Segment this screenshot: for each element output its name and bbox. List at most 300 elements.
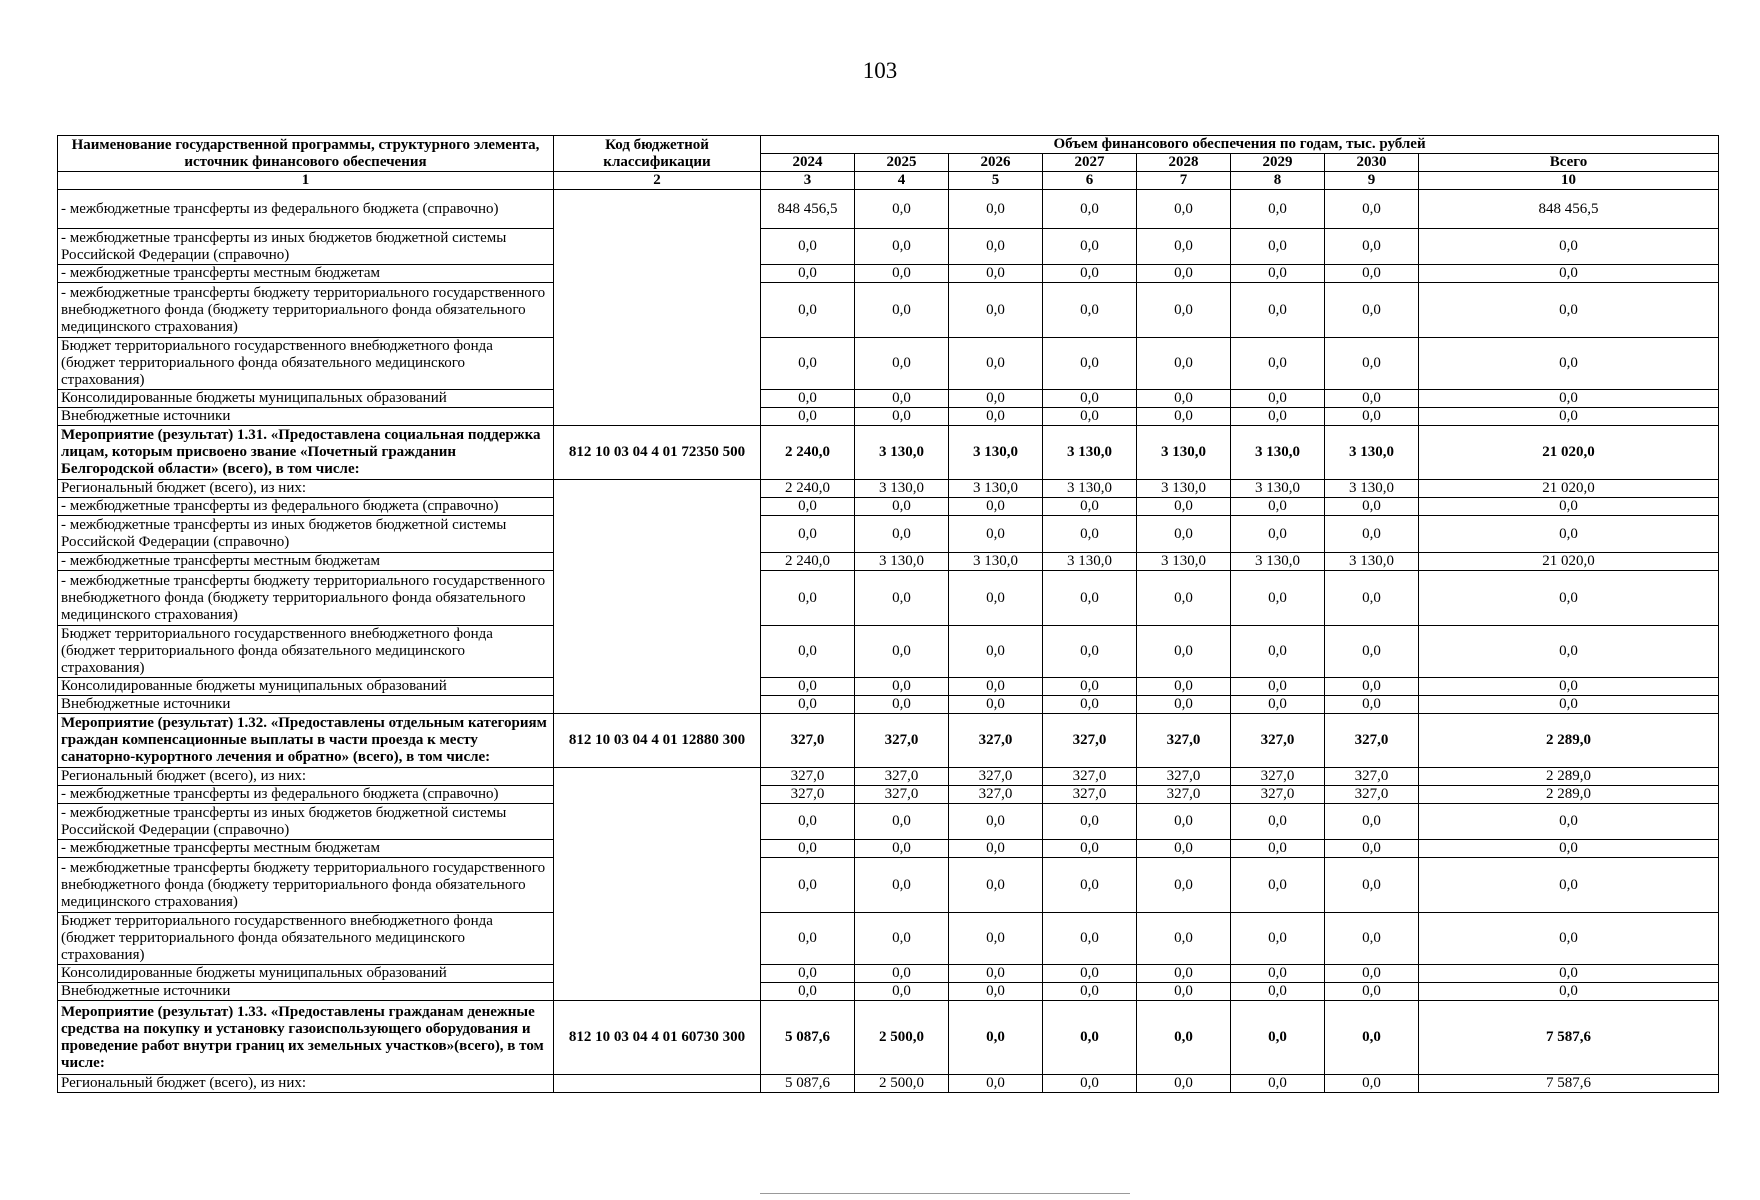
value-cell: 3 130,0: [949, 480, 1043, 498]
column-index: 10: [1419, 172, 1719, 190]
value-total: 0,0: [1419, 678, 1719, 696]
value-cell: 0,0: [949, 338, 1043, 390]
value-cell: 327,0: [949, 714, 1043, 768]
value-cell: 0,0: [949, 983, 1043, 1001]
value-cell: 0,0: [949, 965, 1043, 983]
value-cell: 0,0: [1043, 190, 1137, 229]
value-cell: 0,0: [1043, 283, 1137, 338]
value-cell: 0,0: [1137, 516, 1231, 553]
value-cell: 0,0: [761, 983, 855, 1001]
value-cell: 0,0: [855, 408, 949, 426]
value-cell: 0,0: [761, 516, 855, 553]
value-cell: 0,0: [1231, 1075, 1325, 1093]
value-cell: 0,0: [949, 390, 1043, 408]
value-cell: 327,0: [949, 768, 1043, 786]
column-index: 7: [1137, 172, 1231, 190]
value-cell: 0,0: [1137, 408, 1231, 426]
value-cell: 0,0: [1325, 626, 1419, 678]
table-row: [58, 229, 1719, 265]
value-total: 0,0: [1419, 696, 1719, 714]
column-index: 8: [1231, 172, 1325, 190]
value-cell: 0,0: [1137, 390, 1231, 408]
header-name: Наименование государственной программы, структурного элемента, источник финансового обеспечения: [58, 136, 554, 172]
value-cell: 0,0: [1325, 283, 1419, 338]
value-cell: 327,0: [761, 714, 855, 768]
value-cell: 0,0: [1043, 678, 1137, 696]
value-total: 848 456,5: [1419, 190, 1719, 229]
value-total: 0,0: [1419, 571, 1719, 626]
value-total: 0,0: [1419, 408, 1719, 426]
value-cell: 0,0: [1231, 804, 1325, 840]
value-cell: 0,0: [855, 390, 949, 408]
value-cell: 0,0: [1325, 678, 1419, 696]
value-cell: 0,0: [1137, 338, 1231, 390]
value-cell: 0,0: [949, 408, 1043, 426]
value-cell: 3 130,0: [1137, 480, 1231, 498]
table-row: [58, 480, 1719, 498]
value-cell: 327,0: [855, 714, 949, 768]
table-body: [58, 190, 1719, 1093]
table-row: [58, 840, 1719, 858]
value-cell: 0,0: [855, 858, 949, 913]
table-row: [58, 714, 1719, 768]
table-row: [58, 390, 1719, 408]
value-cell: 0,0: [1137, 804, 1231, 840]
value-cell: 0,0: [761, 498, 855, 516]
header-volume: Объем финансового обеспечения по годам, тыс. рублей: [761, 136, 1719, 154]
value-cell: 0,0: [761, 390, 855, 408]
value-cell: 2 240,0: [761, 553, 855, 571]
row-name: - межбюджетные трансферты бюджету территориального государственного внебюджетного фонда (бюджету территориального фонда обязательного медицинского страхования): [58, 283, 554, 338]
value-cell: 0,0: [1231, 696, 1325, 714]
value-cell: 3 130,0: [1231, 553, 1325, 571]
value-cell: 0,0: [761, 804, 855, 840]
column-index: 6: [1043, 172, 1137, 190]
value-cell: 0,0: [1043, 804, 1137, 840]
value-cell: 327,0: [1325, 714, 1419, 768]
value-cell: 0,0: [1137, 678, 1231, 696]
value-cell: 0,0: [1325, 804, 1419, 840]
value-cell: 327,0: [855, 786, 949, 804]
value-cell: 0,0: [761, 840, 855, 858]
value-cell: 327,0: [1137, 786, 1231, 804]
value-total: 0,0: [1419, 840, 1719, 858]
value-cell: 0,0: [1325, 190, 1419, 229]
value-cell: 3 130,0: [949, 553, 1043, 571]
value-cell: 0,0: [855, 571, 949, 626]
value-total: 0,0: [1419, 265, 1719, 283]
value-cell: 3 130,0: [855, 426, 949, 480]
value-cell: 0,0: [1043, 626, 1137, 678]
row-name: - межбюджетные трансферты местным бюджетам: [58, 265, 554, 283]
column-index: 1: [58, 172, 554, 190]
value-cell: 0,0: [1043, 983, 1137, 1001]
header-year: 2029: [1231, 154, 1325, 172]
header-year: 2027: [1043, 154, 1137, 172]
value-cell: 0,0: [1137, 696, 1231, 714]
value-cell: 0,0: [761, 913, 855, 965]
row-name: Бюджет территориального государственного внебюджетного фонда (бюджет территориального фонда обязательного медицинского страхования): [58, 338, 554, 390]
value-cell: 2 240,0: [761, 426, 855, 480]
value-cell: 327,0: [1043, 786, 1137, 804]
value-cell: 0,0: [1043, 858, 1137, 913]
value-cell: 0,0: [949, 190, 1043, 229]
row-name: - межбюджетные трансферты из иных бюджетов бюджетной системы Российской Федерации (справочно): [58, 516, 554, 553]
column-index: 9: [1325, 172, 1419, 190]
value-cell: 0,0: [1043, 516, 1137, 553]
value-cell: 0,0: [1043, 1001, 1137, 1075]
value-cell: 327,0: [1231, 768, 1325, 786]
value-cell: 0,0: [1043, 265, 1137, 283]
table-row: [58, 190, 1719, 229]
value-cell: 3 130,0: [1043, 426, 1137, 480]
value-cell: 0,0: [1137, 965, 1231, 983]
value-cell: 0,0: [1231, 840, 1325, 858]
value-cell: 327,0: [949, 786, 1043, 804]
value-total: 0,0: [1419, 965, 1719, 983]
value-cell: 0,0: [949, 804, 1043, 840]
value-cell: 0,0: [1043, 913, 1137, 965]
value-cell: 0,0: [1137, 265, 1231, 283]
value-cell: 0,0: [1325, 338, 1419, 390]
value-cell: 0,0: [949, 283, 1043, 338]
value-cell: 327,0: [1325, 768, 1419, 786]
value-total: 2 289,0: [1419, 714, 1719, 768]
value-cell: 0,0: [1137, 283, 1231, 338]
value-total: 0,0: [1419, 390, 1719, 408]
footer-divider: [760, 1193, 1130, 1194]
row-name: Мероприятие (результат) 1.33. «Предоставлены гражданам денежные средства на покупку и установку газоиспользующего оборудования и проведение работ внутри границ их земельных участков»(всего), в том числе:: [58, 1001, 554, 1075]
value-cell: 327,0: [761, 786, 855, 804]
value-cell: 0,0: [1231, 283, 1325, 338]
value-cell: 0,0: [1325, 913, 1419, 965]
value-cell: 0,0: [1137, 858, 1231, 913]
value-cell: 0,0: [855, 840, 949, 858]
table-row: [58, 768, 1719, 786]
value-cell: 327,0: [855, 768, 949, 786]
row-name: - межбюджетные трансферты бюджету территориального государственного внебюджетного фонда (бюджету территориального фонда обязательного медицинского страхования): [58, 858, 554, 913]
row-name: Мероприятие (результат) 1.31. «Предоставлена социальная поддержка лицам, которым присвоено звание «Почетный гражданин Белгородской области» (всего), в том числе:: [58, 426, 554, 480]
value-cell: 0,0: [1231, 983, 1325, 1001]
value-total: 2 289,0: [1419, 768, 1719, 786]
value-cell: 0,0: [1231, 965, 1325, 983]
value-cell: 2 240,0: [761, 480, 855, 498]
value-cell: 0,0: [1231, 265, 1325, 283]
column-index: 5: [949, 172, 1043, 190]
value-cell: 0,0: [1231, 390, 1325, 408]
value-cell: 0,0: [949, 265, 1043, 283]
row-name: - межбюджетные трансферты из федерального бюджета (справочно): [58, 190, 554, 229]
value-cell: 0,0: [1043, 498, 1137, 516]
value-total: 0,0: [1419, 858, 1719, 913]
table-row: [58, 983, 1719, 1001]
budget-code: 812 10 03 04 4 01 72350 500: [554, 426, 761, 480]
value-cell: 0,0: [1325, 265, 1419, 283]
value-cell: 3 130,0: [1231, 480, 1325, 498]
value-cell: 0,0: [1137, 1001, 1231, 1075]
value-cell: 0,0: [949, 678, 1043, 696]
value-cell: 0,0: [1325, 229, 1419, 265]
value-cell: 0,0: [1325, 1001, 1419, 1075]
value-total: 0,0: [1419, 983, 1719, 1001]
value-cell: 0,0: [855, 265, 949, 283]
header-year: 2030: [1325, 154, 1419, 172]
value-cell: 3 130,0: [949, 426, 1043, 480]
value-cell: 0,0: [949, 696, 1043, 714]
value-cell: 0,0: [1231, 571, 1325, 626]
value-cell: 0,0: [761, 626, 855, 678]
table-row: [58, 338, 1719, 390]
value-total: 21 020,0: [1419, 426, 1719, 480]
value-total: 7 587,6: [1419, 1075, 1719, 1093]
value-cell: 0,0: [1325, 840, 1419, 858]
header-year: 2026: [949, 154, 1043, 172]
column-index: 3: [761, 172, 855, 190]
value-cell: 0,0: [1231, 190, 1325, 229]
value-cell: 0,0: [855, 965, 949, 983]
table-row: [58, 498, 1719, 516]
value-cell: 0,0: [855, 229, 949, 265]
value-cell: 0,0: [1325, 571, 1419, 626]
row-name: Внебюджетные источники: [58, 696, 554, 714]
table-row: [58, 571, 1719, 626]
value-cell: 3 130,0: [1137, 426, 1231, 480]
value-cell: 0,0: [855, 283, 949, 338]
value-cell: 0,0: [761, 858, 855, 913]
row-name: - межбюджетные трансферты бюджету территориального государственного внебюджетного фонда (бюджету территориального фонда обязательного медицинского страхования): [58, 571, 554, 626]
value-cell: 0,0: [1231, 1001, 1325, 1075]
value-cell: 327,0: [1043, 768, 1137, 786]
column-index: 4: [855, 172, 949, 190]
value-cell: 0,0: [1325, 498, 1419, 516]
budget-code: [554, 480, 761, 714]
budget-code: 812 10 03 04 4 01 12880 300: [554, 714, 761, 768]
value-total: 0,0: [1419, 338, 1719, 390]
budget-code: [554, 1075, 761, 1093]
value-cell: 0,0: [949, 516, 1043, 553]
value-cell: 0,0: [1325, 408, 1419, 426]
value-cell: 3 130,0: [855, 553, 949, 571]
value-cell: 3 130,0: [1043, 553, 1137, 571]
budget-code: [554, 190, 761, 426]
row-name: Консолидированные бюджеты муниципальных образований: [58, 678, 554, 696]
value-cell: 0,0: [855, 696, 949, 714]
value-total: 0,0: [1419, 804, 1719, 840]
table-row: [58, 426, 1719, 480]
financing-table: [57, 135, 1719, 1093]
value-cell: 0,0: [855, 804, 949, 840]
value-cell: 0,0: [761, 678, 855, 696]
value-cell: 3 130,0: [1231, 426, 1325, 480]
value-cell: 0,0: [1043, 696, 1137, 714]
value-cell: 0,0: [1325, 1075, 1419, 1093]
value-cell: 0,0: [761, 571, 855, 626]
value-cell: 0,0: [1137, 571, 1231, 626]
value-total: 0,0: [1419, 283, 1719, 338]
value-cell: 3 130,0: [1325, 426, 1419, 480]
value-cell: 3 130,0: [1325, 553, 1419, 571]
header-total: Всего: [1419, 154, 1719, 172]
column-index: 2: [554, 172, 761, 190]
value-cell: 0,0: [855, 983, 949, 1001]
table-row: [58, 696, 1719, 714]
value-cell: 0,0: [1137, 229, 1231, 265]
row-name: Бюджет территориального государственного внебюджетного фонда (бюджет территориального фонда обязательного медицинского страхования): [58, 626, 554, 678]
value-cell: 0,0: [1137, 498, 1231, 516]
value-cell: 327,0: [1325, 786, 1419, 804]
table-row: [58, 516, 1719, 553]
row-name: Консолидированные бюджеты муниципальных образований: [58, 390, 554, 408]
table-row: [58, 858, 1719, 913]
value-cell: 0,0: [1043, 965, 1137, 983]
table-row: [58, 283, 1719, 338]
value-cell: 0,0: [761, 408, 855, 426]
row-name: Мероприятие (результат) 1.32. «Предоставлены отдельным категориям граждан компенсационные выплаты в части проезда к месту санаторно-курортного лечения и обратно» (всего), в том числе:: [58, 714, 554, 768]
row-name: - межбюджетные трансферты из федерального бюджета (справочно): [58, 786, 554, 804]
value-cell: 2 500,0: [855, 1001, 949, 1075]
value-cell: 0,0: [1325, 516, 1419, 553]
row-name: Консолидированные бюджеты муниципальных образований: [58, 965, 554, 983]
value-cell: 0,0: [761, 229, 855, 265]
value-total: 2 289,0: [1419, 786, 1719, 804]
value-cell: 0,0: [1231, 678, 1325, 696]
row-name: - межбюджетные трансферты из федерального бюджета (справочно): [58, 498, 554, 516]
row-name: Внебюджетные источники: [58, 983, 554, 1001]
value-cell: 0,0: [761, 696, 855, 714]
value-cell: 0,0: [1043, 571, 1137, 626]
table-row: [58, 265, 1719, 283]
value-cell: 327,0: [1231, 786, 1325, 804]
row-name: - межбюджетные трансферты местным бюджетам: [58, 840, 554, 858]
value-cell: 0,0: [1137, 1075, 1231, 1093]
row-name: - межбюджетные трансферты местным бюджетам: [58, 553, 554, 571]
row-name: - межбюджетные трансферты из иных бюджетов бюджетной системы Российской Федерации (справочно): [58, 229, 554, 265]
value-cell: 0,0: [1043, 390, 1137, 408]
budget-code: 812 10 03 04 4 01 60730 300: [554, 1001, 761, 1075]
table-row: [58, 553, 1719, 571]
table-row: [58, 408, 1719, 426]
value-cell: 5 087,6: [761, 1001, 855, 1075]
value-cell: 0,0: [855, 498, 949, 516]
header-year: 2025: [855, 154, 949, 172]
value-cell: 0,0: [1325, 965, 1419, 983]
value-cell: 0,0: [1231, 338, 1325, 390]
value-cell: 3 130,0: [1325, 480, 1419, 498]
value-cell: 0,0: [949, 1075, 1043, 1093]
value-cell: 848 456,5: [761, 190, 855, 229]
value-cell: 0,0: [1325, 696, 1419, 714]
value-cell: 0,0: [1043, 408, 1137, 426]
value-cell: 0,0: [1231, 858, 1325, 913]
value-cell: 0,0: [1043, 840, 1137, 858]
value-cell: 3 130,0: [855, 480, 949, 498]
value-total: 0,0: [1419, 516, 1719, 553]
value-cell: 0,0: [949, 858, 1043, 913]
row-name: Внебюджетные источники: [58, 408, 554, 426]
value-cell: 0,0: [949, 1001, 1043, 1075]
value-cell: 0,0: [949, 913, 1043, 965]
table-row: [58, 786, 1719, 804]
table-row: [58, 1001, 1719, 1075]
value-cell: 0,0: [855, 516, 949, 553]
value-cell: 0,0: [949, 498, 1043, 516]
value-cell: 0,0: [1325, 858, 1419, 913]
header-year: 2028: [1137, 154, 1231, 172]
value-cell: 5 087,6: [761, 1075, 855, 1093]
value-cell: 0,0: [855, 338, 949, 390]
table-row: [58, 626, 1719, 678]
value-cell: 0,0: [1231, 626, 1325, 678]
header-year: 2024: [761, 154, 855, 172]
value-cell: 0,0: [1043, 338, 1137, 390]
value-cell: 0,0: [949, 571, 1043, 626]
value-cell: 0,0: [1231, 408, 1325, 426]
value-cell: 0,0: [949, 840, 1043, 858]
value-cell: 3 130,0: [1043, 480, 1137, 498]
value-cell: 0,0: [855, 913, 949, 965]
value-cell: 0,0: [1231, 516, 1325, 553]
budget-code: [554, 768, 761, 1001]
value-cell: 0,0: [761, 338, 855, 390]
value-cell: 0,0: [761, 283, 855, 338]
value-cell: 0,0: [855, 678, 949, 696]
table-row: [58, 965, 1719, 983]
row-name: Региональный бюджет (всего), из них:: [58, 768, 554, 786]
value-total: 21 020,0: [1419, 480, 1719, 498]
row-name: Региональный бюджет (всего), из них:: [58, 480, 554, 498]
value-cell: 0,0: [949, 626, 1043, 678]
value-cell: 327,0: [1137, 768, 1231, 786]
value-cell: 0,0: [1137, 983, 1231, 1001]
value-cell: 0,0: [855, 626, 949, 678]
value-cell: 327,0: [1043, 714, 1137, 768]
row-name: Региональный бюджет (всего), из них:: [58, 1075, 554, 1093]
table-row: [58, 913, 1719, 965]
value-cell: 0,0: [1137, 626, 1231, 678]
row-name: Бюджет территориального государственного внебюджетного фонда (бюджет территориального фонда обязательного медицинского страхования): [58, 913, 554, 965]
value-cell: 0,0: [1137, 840, 1231, 858]
table-row: [58, 678, 1719, 696]
value-cell: 0,0: [1231, 229, 1325, 265]
value-cell: 0,0: [1137, 913, 1231, 965]
value-cell: 0,0: [1043, 229, 1137, 265]
table-row: [58, 804, 1719, 840]
value-total: 0,0: [1419, 498, 1719, 516]
value-total: 21 020,0: [1419, 553, 1719, 571]
value-cell: 327,0: [761, 768, 855, 786]
value-total: 0,0: [1419, 626, 1719, 678]
value-cell: 0,0: [855, 190, 949, 229]
value-total: 0,0: [1419, 229, 1719, 265]
value-cell: 0,0: [1137, 190, 1231, 229]
page-number: 103: [862, 58, 898, 83]
row-name: - межбюджетные трансферты из иных бюджетов бюджетной системы Российской Федерации (справочно): [58, 804, 554, 840]
value-cell: 0,0: [761, 965, 855, 983]
table-row: [58, 1075, 1719, 1093]
value-cell: 0,0: [1231, 498, 1325, 516]
value-cell: 327,0: [1231, 714, 1325, 768]
value-cell: 0,0: [1325, 983, 1419, 1001]
value-cell: 2 500,0: [855, 1075, 949, 1093]
value-cell: 0,0: [1231, 913, 1325, 965]
value-cell: 3 130,0: [1137, 553, 1231, 571]
value-cell: 0,0: [761, 265, 855, 283]
value-total: 0,0: [1419, 913, 1719, 965]
value-cell: 327,0: [1137, 714, 1231, 768]
value-cell: 0,0: [949, 229, 1043, 265]
value-cell: 0,0: [1325, 390, 1419, 408]
value-total: 7 587,6: [1419, 1001, 1719, 1075]
